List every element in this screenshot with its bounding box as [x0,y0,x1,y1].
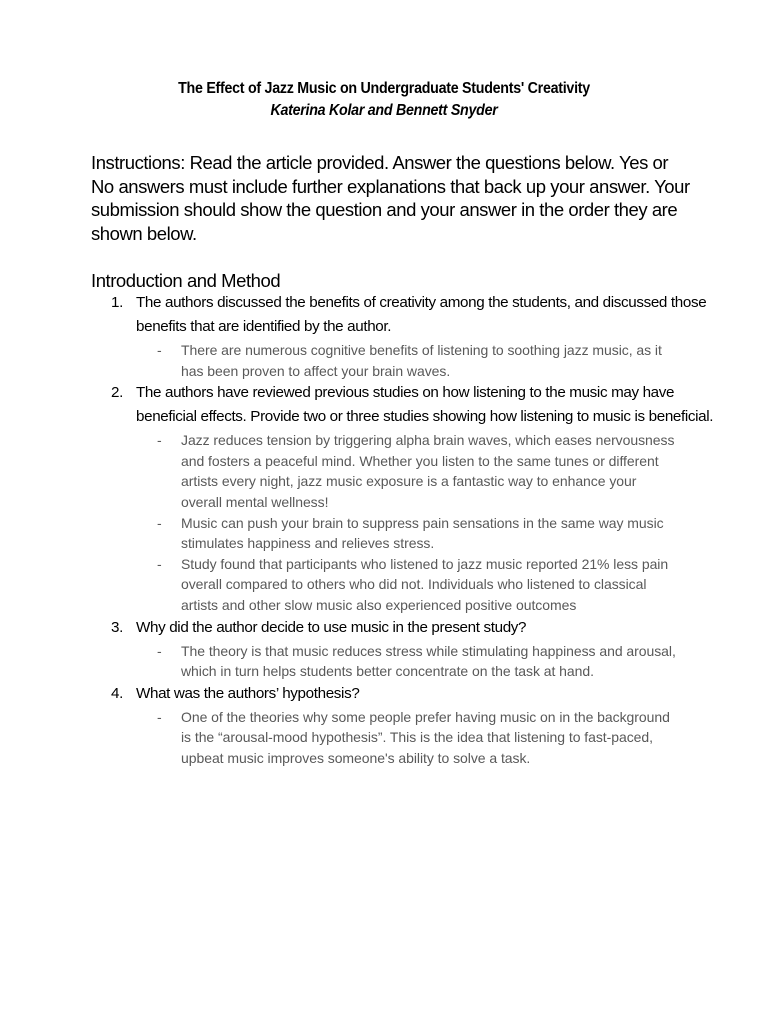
section-heading: Introduction and Method [91,270,281,291]
bullet-dash: - [157,432,162,449]
question-text: The authors have reviewed previous studies on how listening to the music may have beneficial effects. Provide two or three studies showing how listening to music is beneficial. [136,384,714,426]
answer-item [0,430,681,512]
document-title: The Effect of Jazz Music on Undergraduate Students' Creativity [178,80,590,97]
question-text: What was the authors’ hypothesis? [136,684,360,702]
answer-text: Jazz reduces tension by triggering alpha brain waves, which eases nervousness and fosters a peaceful mind. Whether you listen to the same tunes or different artists every night, jazz music exposure is a fantastic way to enhance your overall mental wellness! [181,432,675,510]
answer-text: One of the theories why some people prefer having music on in the background is the “arousal-mood hypothesis”. This is the idea that listening to fast-paced, upbeat music improves someone's ability to solve a task. [181,708,670,766]
answer-item [0,707,681,769]
answer-item [0,513,681,554]
question-item [0,381,716,429]
answer-text: Study found that participants who listened to jazz music reported 21% less pain overall compared to others who did not. Individuals who listened to classical artists and other slow music also experienced positive outcomes [181,555,669,613]
question-item [0,291,716,339]
answer-text: The theory is that music reduces stress while stimulating happiness and arousal, which in turn helps students better concentrate on the task at hand. [181,642,676,680]
answer-text: Music can push your brain to suppress pain sensations in the same way music stimulates happiness and relieves stress. [181,514,664,552]
answer-text: There are numerous cognitive benefits of listening to soothing jazz music, as it has been proven to affect your brain waves. [181,342,662,379]
answer-item [0,554,681,616]
bullet-dash: - [157,642,162,659]
answer-item [0,641,681,682]
question-number: 4. [111,684,123,702]
document-authors: Katerina Kolar and Bennett Snyder [270,102,498,119]
question-number: 3. [111,618,123,636]
answer-item [0,340,681,381]
question-list [0,291,768,769]
question-text: Why did the author decide to use music in the present study? [136,618,527,636]
bullet-dash: - [157,342,162,358]
bullet-dash: - [157,514,162,531]
question-number: 1. [111,294,123,311]
instructions-paragraph: Instructions: Read the article provided. Answer the questions below. Yes or No answers must include further explanations that back up your answer. Your submission should show the question and your answer in the order they are shown below. [91,152,690,244]
question-number: 2. [111,384,123,402]
question-item [0,616,716,640]
bullet-dash: - [157,708,162,725]
bullet-dash: - [157,555,162,572]
question-text: The authors discussed the benefits of creativity among the students, and discussed those benefits that are identified by the author. [136,294,707,335]
question-item [0,682,716,706]
